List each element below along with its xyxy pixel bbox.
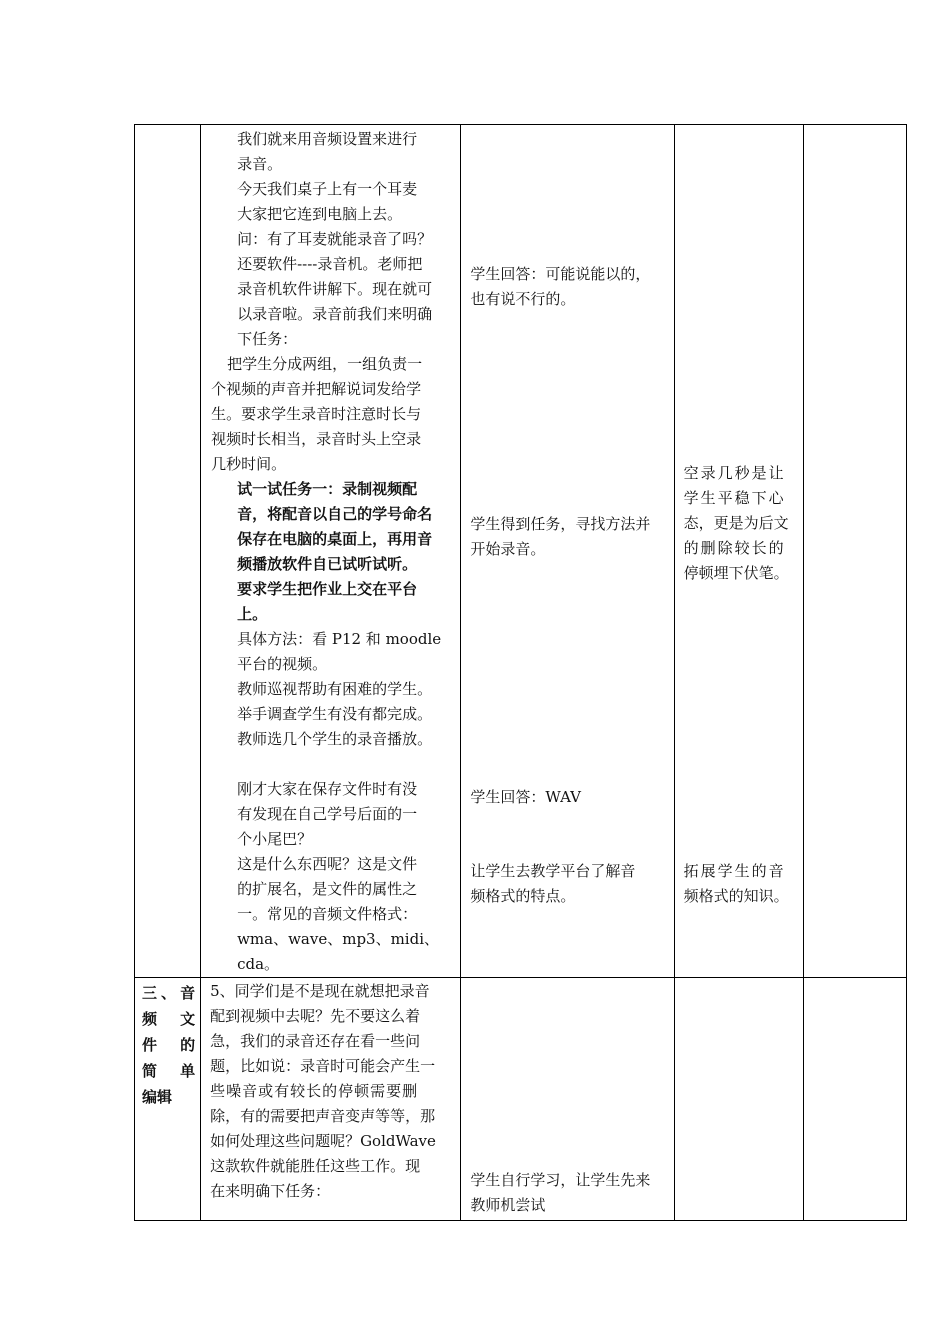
stage-title-line: 三、音 [142,984,196,1002]
text-line: 几秒时间。 [211,455,287,473]
text-line: 上。 [237,605,268,623]
text-line: 平台的视频。 [237,655,328,673]
text-line: 频格式的特点。 [470,887,576,905]
text-line: 教师巡视帮助有困难的学生。 [237,680,433,698]
student-response-5 [470,1168,650,1218]
teacher-activity-cell [201,125,461,978]
text-line: 刚才大家在保存文件时有没 [237,780,418,798]
text-line: 5、同学们是不是现在就想把录音 [210,982,430,1000]
design-intent-cell-2 [674,978,803,1221]
student-response-1 [470,262,650,312]
lesson-plan-table [134,124,907,1221]
method-paragraph [201,627,460,977]
stage-title-line: 编辑 [142,1088,173,1106]
stage-cell [135,978,201,1221]
text-line: 大家把它连到电脑上去。 [237,205,403,223]
stage-title-line: 频 文 [142,1010,196,1028]
teacher-paragraph [201,127,460,352]
text-line: 教师机尝试 [470,1196,546,1214]
student-activity-cell [461,125,674,978]
text-line: 录音。 [237,155,283,173]
task-one-paragraph [201,477,460,627]
grouping-paragraph [201,352,460,477]
text-line: 除，有的需要把声音变声等等，那 [210,1107,436,1125]
text-line: 空录几秒是让 [683,464,786,482]
text-line: 开始录音。 [470,540,546,558]
text-line: 频播放软件自已试听试听。 [237,555,418,573]
stage-title-line: 简 单 [142,1062,196,1080]
student-response-3 [470,785,581,810]
text-line: 今天我们桌子上有一个耳麦 [237,180,418,198]
design-intent-cell [674,125,803,978]
text-line: 停顿埋下伏笔。 [683,564,789,582]
table-row-audio-editing [135,978,907,1221]
text-line: 教师选几个学生的录音播放。 [237,730,433,748]
text-line: 如何处理这些问题呢？GoldWave [210,1132,436,1150]
student-response-2 [470,512,650,562]
text-line: 要求学生把作业上交在平台 [237,580,418,598]
text-line: 个视频的声音并把解说词发给学 [211,380,422,398]
teacher-activity-cell-2 [201,978,461,1221]
text-line: 让学生去教学平台了解音 [470,862,636,880]
text-line: 学生得到任务，寻找方法并 [470,515,651,533]
text-line: 学生回答：可能说能以的， [470,265,651,283]
text-line: 保存在电脑的桌面上，再用音 [237,530,433,548]
intent-note-2 [684,859,789,909]
text-line: 录音机软件讲解下。现在就可 [237,280,433,298]
text-line: 生。要求学生录音时注意时长与 [211,405,422,423]
text-line: 学生平稳下心 [683,489,786,507]
text-line: 这是什么东西呢？这是文件 [237,855,418,873]
stage-cell-empty [135,125,201,978]
text-line: 个小尾巴？ [237,830,313,848]
text-line: 具体方法：看 P12 和 moodle [237,630,442,648]
text-line: 我们就来用音频设置来进行 [237,130,418,148]
text-line: 试一试任务一：录制视频配 [237,480,418,498]
text-line: 学生自行学习，让学生先来 [470,1171,651,1189]
text-line: 音，将配音以自己的学号命名 [237,505,433,523]
text-line: 配到视频中去呢？先不要这么着 [210,1007,421,1025]
text-line: 的删除较长的 [683,539,786,557]
text-line: 也有说不行的。 [470,290,576,308]
text-line: 学生回答：WAV [470,788,581,806]
student-response-4 [470,859,635,909]
text-line: 的扩展名，是文件的属性之 [237,880,418,898]
notes-cell-empty [803,125,906,978]
text-line: wma、wave、mp3、midi、cda。 [237,930,440,973]
student-activity-cell-2 [461,978,674,1221]
text-line: 问：有了耳麦就能录音了吗？ [237,230,433,248]
text-line: 频格式的知识。 [683,887,789,905]
text-line: 把学生分成两组，一组负责一 [227,355,423,373]
text-line: 以录音啦。录音前我们来明确 [237,305,433,323]
text-line: 态，更是为后文 [683,514,789,532]
text-line: 一。常见的音频文件格式： [237,905,418,923]
notes-cell-2 [803,978,906,1221]
text-line: 下任务： [237,330,298,348]
text-line: 在来明确下任务： [210,1182,331,1200]
text-line: 这款软件就能胜任这些工作。现 [210,1157,421,1175]
text-line: 举手调查学生有没有都完成。 [237,705,433,723]
text-line: 急，我们的录音还存在看一些问 [210,1032,421,1050]
text-line: 拓展学生的音 [683,862,786,880]
stage-title-line: 件 的 [142,1036,196,1054]
table-row-recording [135,125,907,978]
text-line: 视频时长相当，录音时头上空录 [211,430,422,448]
text-line: 有发现在自己学号后面的一 [237,805,418,823]
text-line: 还要软件----录音机。老师把 [237,255,423,273]
intent-note-1 [684,461,789,586]
text-line: 题，比如说：录音时可能会产生一 [210,1057,436,1075]
text-line: 些噪音或有较长的停顿需要删 [210,1082,419,1100]
